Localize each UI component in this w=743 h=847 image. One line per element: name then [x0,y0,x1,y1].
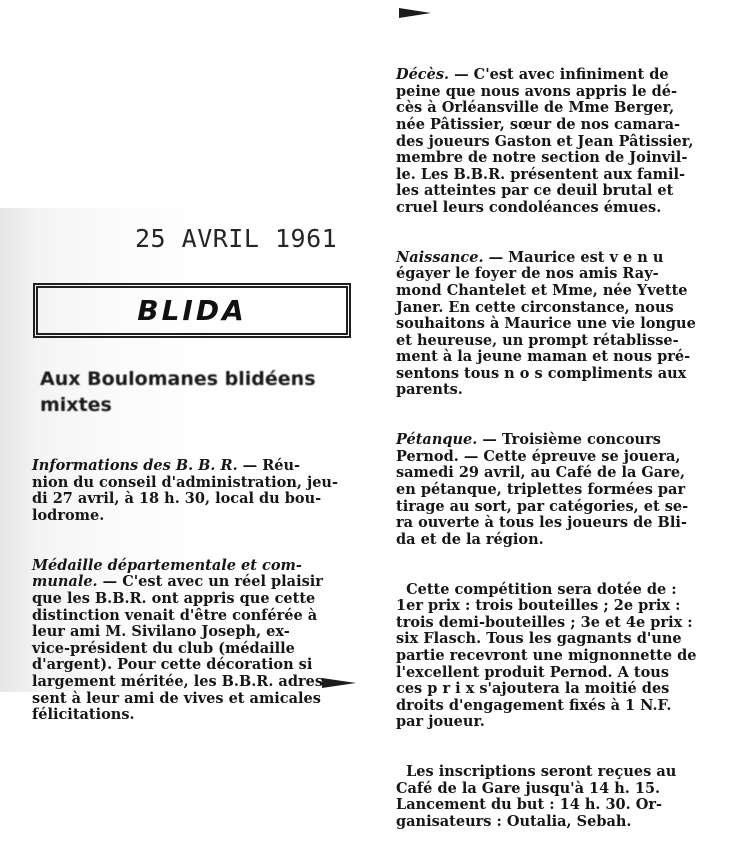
paragraph-text: — Maurice est v e n u égayer le foyer de nos amis Ray- mond Chantelet et Mme, née Yvette Janer. En cette circonstance, nous souhaitons à Maurice une vie longue et heureuse, un prompt rétablisse- ment à la jeune maman et nous pré- sentons tous n o s compliments aux parents. [396,248,696,399]
paragraph-text: — Réu- nion du conseil d'administration, jeu- di 27 avril, à 18 h. 30, local du bou- lodrome. [32,457,338,524]
paragraph-text: — C'est avec un réel plaisir que les B.B.R. ont appris que cette distinction venait d'être conférée à leur ami M. Sivilano Joseph, ex- vice-président du club (médaille d'argent). Pour cette décoration si largement méritée, les B.B.R. adres- sent à leur ami de vives et amicales félicitations. [32,573,330,724]
paragraph-lead: Décès. [396,66,450,84]
left-column-text [32,425,382,740]
article-headline: Aux Boulomanes blidéens mixtes [40,368,316,416]
paragraph-informations [32,458,382,524]
paragraph-lead: Informations des B. B. R. [32,457,238,475]
paragraph-text: Les inscriptions seront reçues au Café de la Gare jusqu'à 14 h. 15. Lancement du but : 14 h. 30. Or- ganisateurs : Outalia, Sebah. [396,763,677,830]
paragraph-text: — C'est avec infiniment de peine que nous avons appris le dé- cès à Orléansville de Mme Berger, née Pâtissier, sœur de nos camara- des joueurs Gaston et Jean Pâtissier, membre de notre section de Joinvil- le. Les B.B.R. présentent aux famil- les atteintes par ce deuil brutal et cruel leurs condoléances émues. [396,66,694,216]
paragraph-prizes [396,582,741,731]
continuation-arrow-icon [399,8,431,18]
section-title-box [33,283,351,338]
paragraph-naissance [396,250,741,399]
right-column-text [396,34,741,847]
paragraph-petanque [396,432,741,548]
end-arrow-icon [322,678,356,688]
paragraph-lead: Médaille départementale et com- munale. [32,556,302,591]
paragraph-text: Cette compétition sera dotée de : 1er prix : trois bouteilles ; 2e prix : trois demi-bouteilles ; 3e et 4e prix : six Flasch. Tous les gagnants d'une partie recevront une mignonnette de l'excellent produit Pernod. A tous ces p r i x s'ajoutera la moitié des droits d'engagement fixés à 1 N.F. par joueur. [396,580,697,731]
paragraph-medaille [32,558,382,724]
issue-date: 25 AVRIL 1961 [135,224,338,253]
paragraph-text: — Troisième concours Pernod. — Cette épreuve se jouera, samedi 29 avril, au Café de la Gare, en pétanque, triplettes formées par tirage au sort, par catégories, et se- ra ouverte à tous les joueurs de Bli- da et de la région. [396,431,689,548]
paragraph-lead: Pétanque. [396,431,478,449]
paragraph-lead: Naissance. [396,248,484,266]
section-title: BLIDA [137,294,247,327]
paragraph-deces [396,67,741,216]
paragraph-inscriptions [396,764,741,830]
